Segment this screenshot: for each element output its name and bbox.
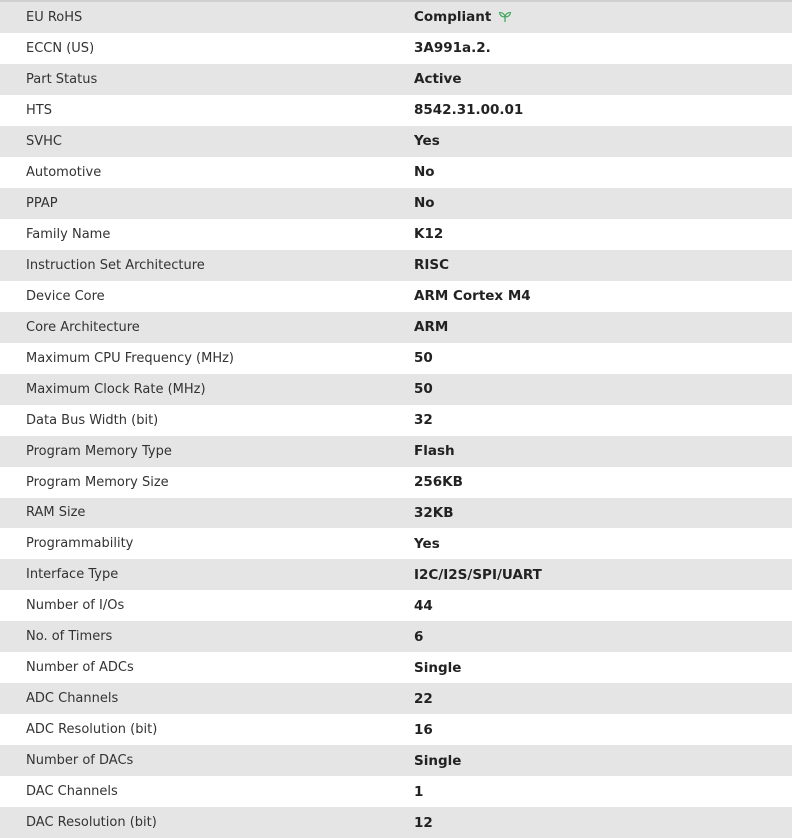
table-row xyxy=(0,95,792,126)
table-row xyxy=(0,498,792,529)
table-row xyxy=(0,157,792,188)
spec-label: HTS xyxy=(26,102,52,118)
table-row xyxy=(0,776,792,807)
spec-label: Program Memory Size xyxy=(26,474,169,490)
spec-value: Active xyxy=(414,71,462,88)
spec-label: Instruction Set Architecture xyxy=(26,257,205,273)
table-row xyxy=(0,188,792,219)
leaf-icon xyxy=(498,11,512,23)
spec-value: 12 xyxy=(414,814,433,831)
spec-value: Flash xyxy=(414,443,455,460)
table-row xyxy=(0,590,792,621)
spec-label: ADC Resolution (bit) xyxy=(26,722,158,738)
table-row xyxy=(0,0,792,33)
spec-value: No xyxy=(414,164,435,181)
spec-label: Family Name xyxy=(26,226,111,242)
table-row xyxy=(0,714,792,745)
table-row xyxy=(0,343,792,374)
spec-label: Maximum Clock Rate (MHz) xyxy=(26,381,206,397)
table-row xyxy=(0,621,792,652)
table-row xyxy=(0,250,792,281)
spec-value: 44 xyxy=(414,597,433,614)
spec-label: Maximum CPU Frequency (MHz) xyxy=(26,350,234,366)
spec-label: DAC Channels xyxy=(26,784,118,800)
spec-value: ARM Cortex M4 xyxy=(414,288,531,305)
spec-value: 50 xyxy=(414,381,433,398)
spec-value: I2C/I2S/SPI/UART xyxy=(414,566,542,583)
spec-value-text: Compliant xyxy=(414,9,492,26)
spec-value: 32KB xyxy=(414,504,454,521)
spec-label: EU RoHS xyxy=(26,9,83,25)
spec-label: No. of Timers xyxy=(26,629,113,645)
spec-value: 8542.31.00.01 xyxy=(414,102,524,119)
table-row xyxy=(0,405,792,436)
spec-value: 1 xyxy=(414,783,424,800)
spec-value: 6 xyxy=(414,628,424,645)
table-row xyxy=(0,745,792,776)
spec-label: Programmability xyxy=(26,536,134,552)
spec-label: Core Architecture xyxy=(26,319,140,335)
table-row xyxy=(0,528,792,559)
table-row xyxy=(0,312,792,343)
spec-value: K12 xyxy=(414,226,444,243)
table-row xyxy=(0,652,792,683)
spec-label: Device Core xyxy=(26,288,105,304)
spec-value: Single xyxy=(414,659,462,676)
spec-label: Automotive xyxy=(26,164,102,180)
spec-label: Number of I/Os xyxy=(26,598,125,614)
table-row xyxy=(0,33,792,64)
spec-value: RISC xyxy=(414,257,450,274)
spec-label: RAM Size xyxy=(26,505,86,521)
spec-label: Number of ADCs xyxy=(26,660,134,676)
table-row xyxy=(0,219,792,250)
spec-label: ADC Channels xyxy=(26,691,119,707)
spec-label: Number of DACs xyxy=(26,753,134,769)
table-row xyxy=(0,559,792,590)
table-row xyxy=(0,436,792,467)
spec-value: 16 xyxy=(414,721,433,738)
table-row xyxy=(0,281,792,312)
spec-label: DAC Resolution (bit) xyxy=(26,815,157,831)
spec-value: 3A991a.2. xyxy=(414,40,491,57)
spec-label: Interface Type xyxy=(26,567,119,583)
spec-label: PPAP xyxy=(26,195,58,211)
spec-value: 256KB xyxy=(414,474,463,491)
table-row xyxy=(0,126,792,157)
table-row xyxy=(0,374,792,405)
spec-value: 32 xyxy=(414,412,433,429)
table-row xyxy=(0,64,792,95)
table-row xyxy=(0,807,792,838)
spec-label: Data Bus Width (bit) xyxy=(26,412,159,428)
spec-value: Yes xyxy=(414,535,440,552)
spec-value xyxy=(388,9,792,25)
spec-value: 22 xyxy=(414,690,433,707)
spec-label: Program Memory Type xyxy=(26,443,172,459)
table-row xyxy=(0,467,792,498)
spec-value: ARM xyxy=(414,319,449,336)
spec-label: SVHC xyxy=(26,133,62,149)
spec-value: No xyxy=(414,195,435,212)
spec-label: Part Status xyxy=(26,71,98,87)
spec-value: 50 xyxy=(414,350,433,367)
table-row xyxy=(0,683,792,714)
spec-value: Yes xyxy=(414,133,440,150)
spec-label: ECCN (US) xyxy=(26,40,95,56)
spec-value: Single xyxy=(414,752,462,769)
